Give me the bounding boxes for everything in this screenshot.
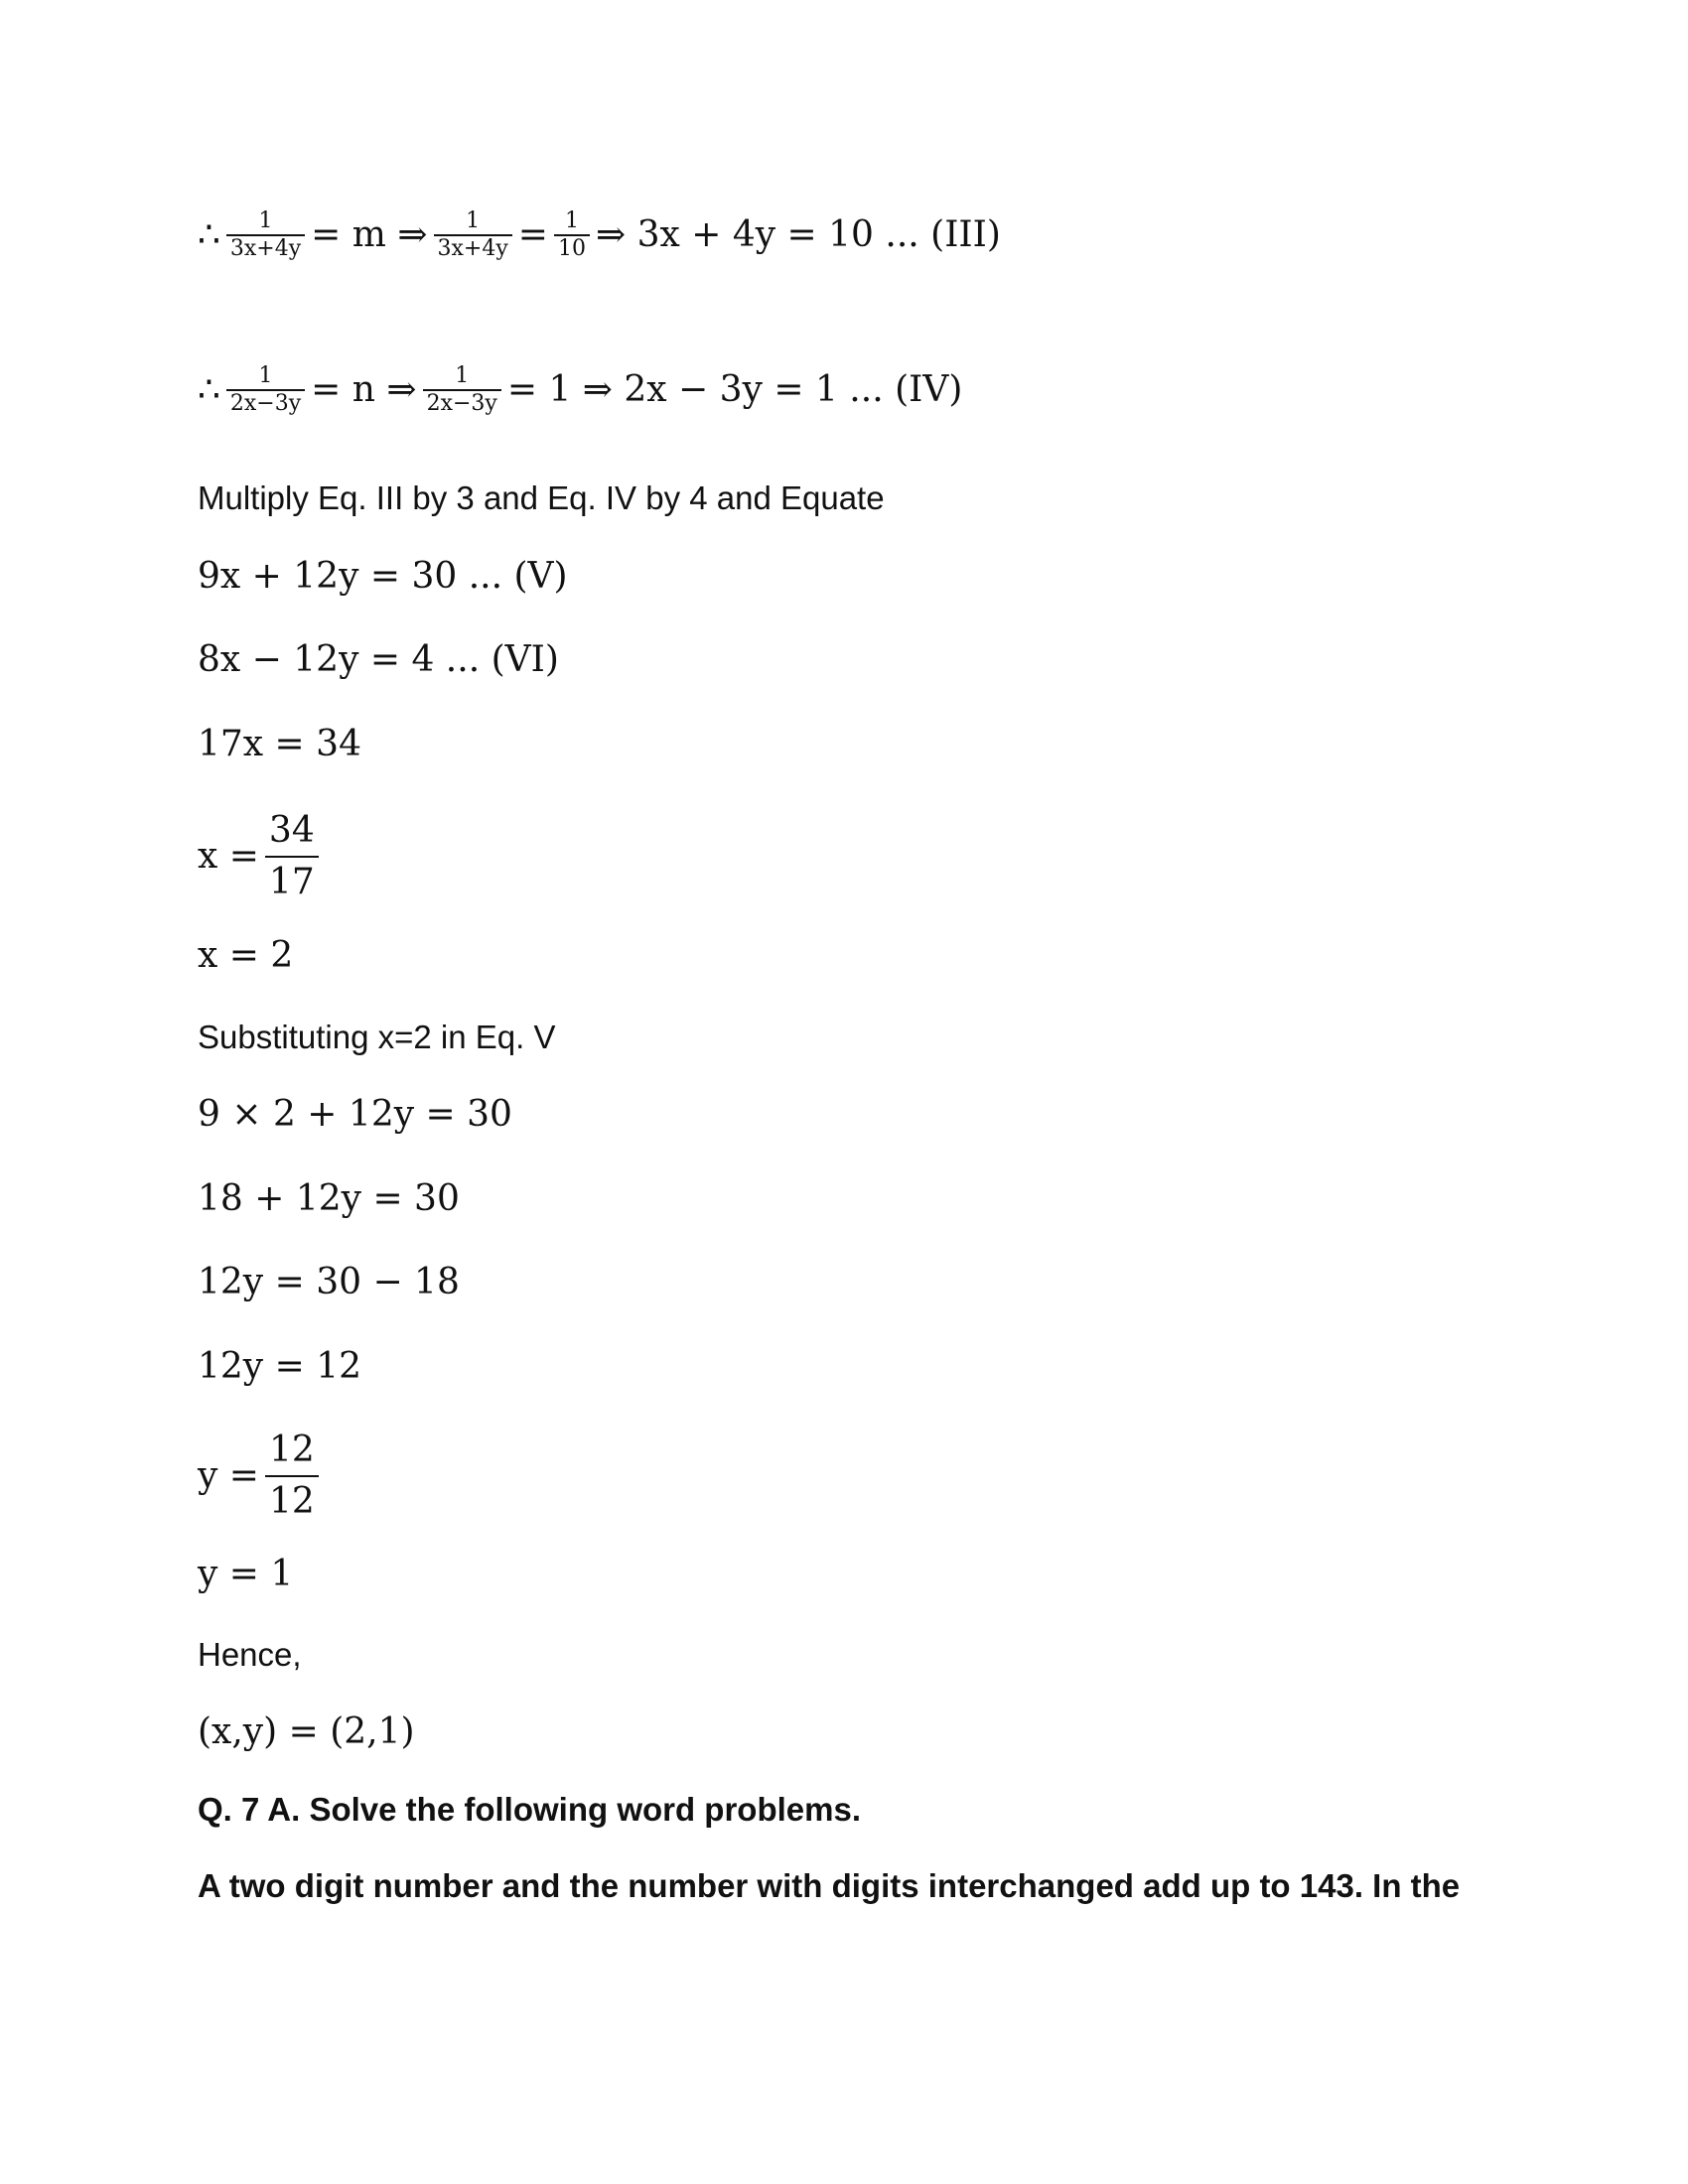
substitution-line-3: 12y = 30 − 18 <box>198 1262 460 1302</box>
equation-part: = n ⇒ <box>311 369 417 410</box>
fraction: $\frac{1}{2x-3y}$ <box>423 363 501 417</box>
x-fraction <box>198 806 325 907</box>
y-lhs: y = <box>198 1455 259 1496</box>
fraction: $\frac{1}{2x-3y}$ <box>226 363 305 417</box>
equation-iii <box>198 208 1001 262</box>
equation-sum: 17x = 34 <box>198 724 361 764</box>
equation-part: = <box>517 214 548 255</box>
equation-part: = m ⇒ <box>311 214 428 255</box>
equation-vi: 8x − 12y = 4 ... (VI) <box>198 639 559 680</box>
final-answer: (x,y) = (2,1) <box>198 1711 415 1752</box>
substitution-line-2: 18 + 12y = 30 <box>198 1178 460 1219</box>
fraction: $\frac{12}{12}$ <box>265 1426 319 1527</box>
equation-part: = 1 ⇒ 2x − 3y = 1 ... (IV) <box>506 369 963 410</box>
therefore-symbol: ∴ <box>198 369 220 410</box>
y-value: y = 1 <box>198 1554 294 1594</box>
therefore-symbol: ∴ <box>198 214 220 255</box>
substitution-line-1: 9 × 2 + 12y = 30 <box>198 1094 512 1135</box>
step-substitute-text: Substituting x=2 in Eq. V <box>198 1019 556 1055</box>
equation-part: ⇒ 3x + 4y = 10 ... (III) <box>595 214 1001 255</box>
step-multiply-text: Multiply Eq. III by 3 and Eq. IV by 4 and Equate <box>198 479 885 516</box>
question-heading: Q. 7 A. Solve the following word problems. <box>198 1791 862 1828</box>
fraction: $\frac{1}{10}$ <box>554 208 590 262</box>
question-text: A two digit number and the number with digits interchanged add up to 143. In the <box>198 1867 1461 1904</box>
hence-text: Hence, <box>198 1636 302 1673</box>
substitution-line-4: 12y = 12 <box>198 1346 362 1387</box>
x-value: x = 2 <box>198 935 294 976</box>
fraction: $\frac{34}{17}$ <box>265 806 319 907</box>
fraction: $\frac{1}{3x+4y}$ <box>226 208 305 262</box>
y-fraction <box>198 1426 325 1527</box>
equation-iv <box>198 363 962 417</box>
equation-v: 9x + 12y = 30 ... (V) <box>198 556 568 597</box>
fraction: $\frac{1}{3x+4y}$ <box>434 208 512 262</box>
x-lhs: x = <box>198 836 259 877</box>
